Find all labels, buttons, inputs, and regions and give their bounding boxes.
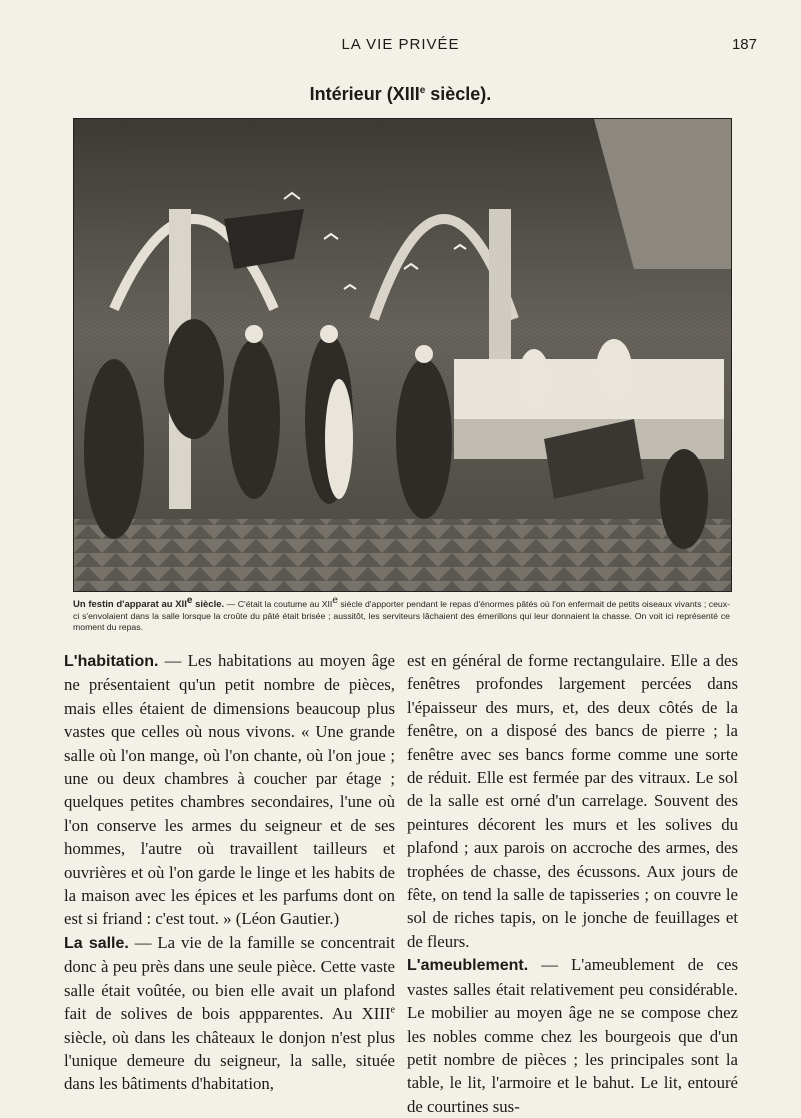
paragraph-habitation <box>64 649 395 931</box>
figure-title-superscript: e <box>419 85 426 96</box>
figure-title-part: Intérieur (XIII <box>309 84 420 104</box>
paragraph-ameublement <box>407 953 738 1118</box>
caption-lead-end: siècle. <box>192 599 225 610</box>
paragraph-text: — L'ameublement de ces vastes salles était relativement peu considérable. Le mobilier au moyen âge ne se compose chez les nobles comme chez les bourgeois que d'un petit nombre de pièces ; les principales sont la table, le lit, l'armoire et le bahut. Le lit, entouré de courtines sus- <box>407 955 738 1116</box>
paragraph-text: — Les habitations au moyen âge ne présentaient qu'un petit nombre de pièces, mais elles étaient de dimensions beaucoup plus vastes que celles où nous vivons. « Une grande salle où l'on mange, où l'on chante, où l'on joue ; une ou deux chambres à coucher par étage ; quelques petites chambres secondaires, l'une où l'on conserve les armes du seigneur et de ses hommes, l'autre où travaillent tailleurs et ouvrières et où l'on garde le linge et les habits de la maison avec les épices et les parfums dont on est si friand : c'est tout. » (Léon Gautier.) <box>64 651 395 929</box>
caption-lead-text: Un festin d'apparat au XII <box>73 599 187 610</box>
paragraph-salle-end <box>407 649 738 953</box>
figure-title-part: siècle). <box>425 84 492 104</box>
section-lead: La salle. <box>64 934 129 952</box>
section-lead: L'ameublement. <box>407 957 529 975</box>
caption-text: siècle d'apporter pendant le repas d'énormes pâtés où l'on enfermait de petits oiseaux vivants ; ceux-ci s'envolaient dans la salle lorsque la croûte du pâté était brisée ; aussitôt, les serviteurs lâchaient des émerillons qui leur donnaient la chasse. On voit ici représenté ce moment du repas. <box>73 599 731 633</box>
section-lead: L'habitation. <box>64 653 159 670</box>
text-column-left <box>64 649 395 1096</box>
paragraph-superscript: e <box>390 1004 395 1016</box>
caption-text: — C'était la coutume au XII <box>224 599 333 609</box>
caption-lead <box>73 594 225 610</box>
paragraph-text: est en général de forme rectangulaire. Elle a des fenêtres profondes largement percées dans l'épaisseur des murs, et, des deux côtés de la fenêtre, on a disposé des bancs de pierre ; la fenêtre avec ses bancs forme comme une sorte de réduit. Elle est fermée par des vitraux. Le sol de la salle est orné d'un carrelage. Souvent des peintures décorent les murs et les solives du plafond ; aux parois on accroche des armes, des trophées de chasse, des écussons. Aux jours de fête, on tend la salle de tapisseries ; on couvre le sol de riches tapis, on le jonche de feuillages et de fleurs. <box>407 651 738 951</box>
caption-superscript: e <box>332 595 338 607</box>
paragraph-text: — La vie de la famille se concentrait donc à peu près dans une seule pièce. Cette vaste salle était voûtée, ou bien elle avait un plafond fait de solives de bois appparentes. Au XIII <box>64 932 395 1024</box>
caption-lead-superscript: e <box>186 594 193 606</box>
engraving-illustration <box>73 118 732 592</box>
running-head <box>0 36 801 56</box>
banquet-engraving <box>74 119 731 591</box>
figure-caption <box>73 594 731 634</box>
page-number: 187 <box>731 36 757 53</box>
running-title: LA VIE PRIVÉE <box>341 36 460 53</box>
figure-title <box>0 84 801 105</box>
paragraph-salle-start <box>64 931 395 1096</box>
banquet-table <box>454 359 724 429</box>
tiled-floor <box>74 519 731 591</box>
text-column-right <box>407 649 738 1118</box>
paragraph-text: siècle, où dans les châteaux le donjon n'est plus l'unique demeure du seigneur, la salle, située dans les bâtiments d'habitation, <box>64 1027 395 1094</box>
